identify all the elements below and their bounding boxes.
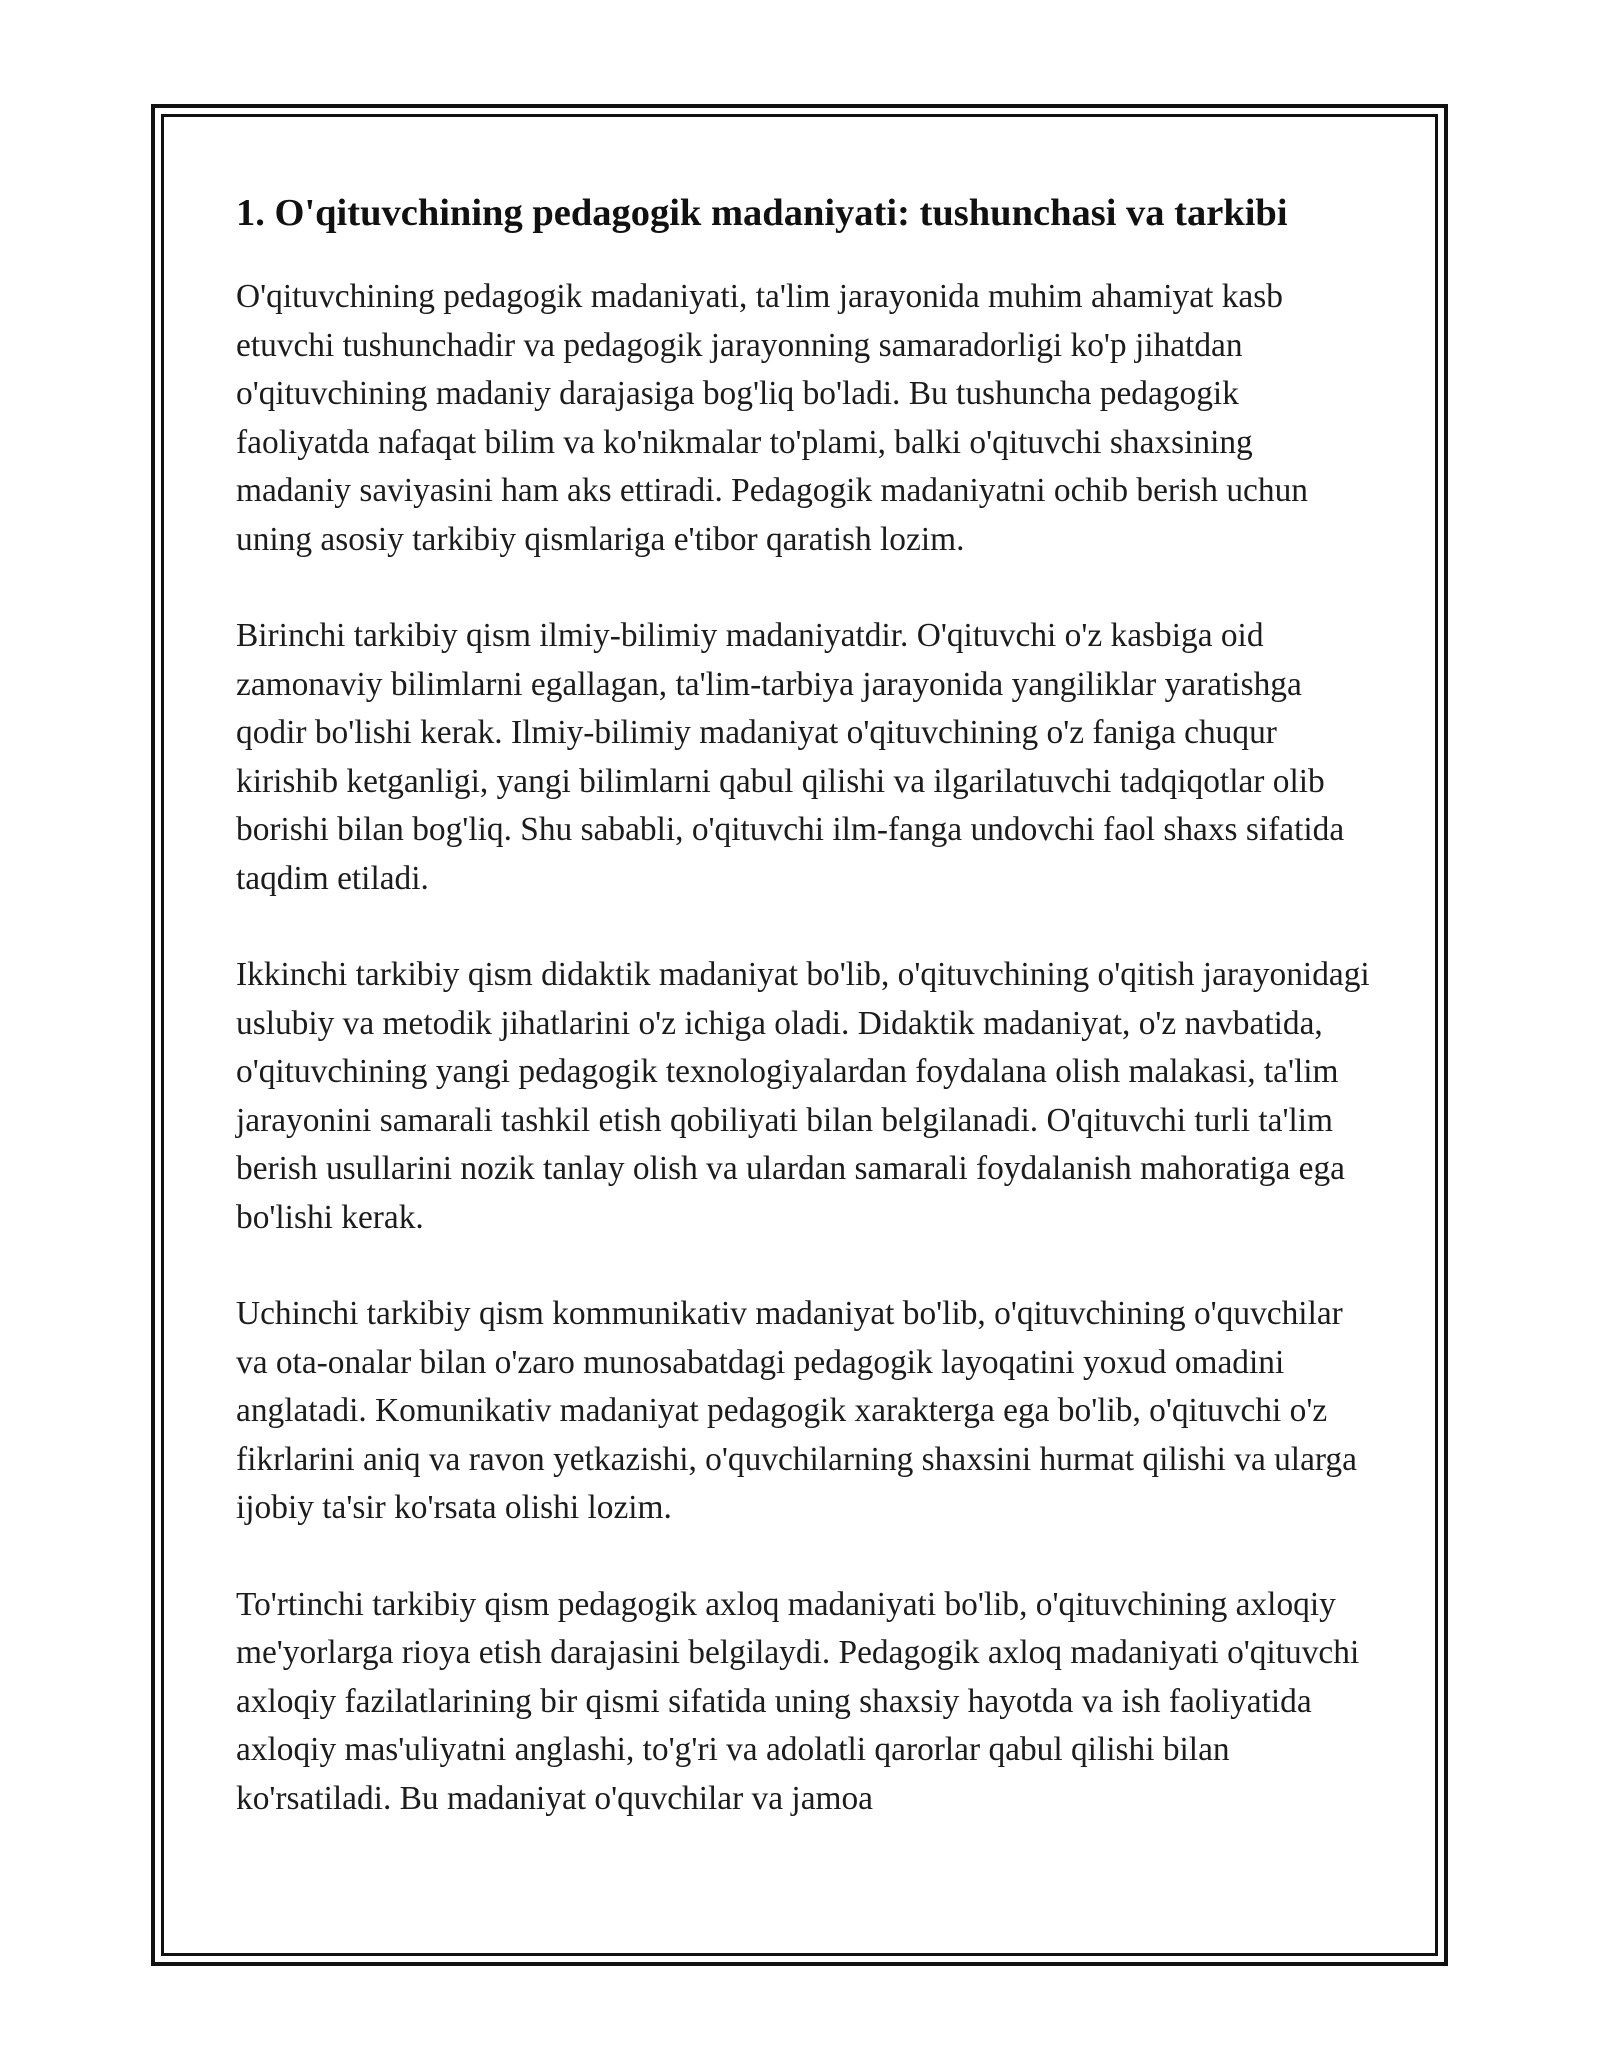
paragraph-first-component: Birinchi tarkibiy qism ilmiy-bilimiy madaniyatdir. O'qituvchi o'z kasbiga oid zamonaviy bilimlarni egallagan, ta'lim-tarbiya jarayonida yangiliklar yaratishga qodir bo'lishi kerak. Ilmiy-bilimiy madaniyat o'qituvchining o'z faniga chuqur kirishib ketganligi, yangi bilimlarni qabul qilishi va ilgarilatuvchi tadqiqotlar olib borishi bilan bog'liq. Shu sababli, o'qituvchi ilm-fanga undovchi faol shaxs sifatida taqdim etiladi. [236,617,1345,897]
paragraph-fourth-component: To'rtinchi tarkibiy qism pedagogik axloq madaniyati bo'lib, o'qituvchining axloqiy me'yorlarga rioya etish darajasini belgilaydi. Pedagogik axloq madaniyati o'qituvchi axloqiy fazilatlarining bir qismi sifatida uning shaxsiy hayotda va ish faoliyatida axloqiy mas'uliyatni anglashi, to'g'ri va adolatli qarorlar qabul qilishi bilan ko'rsatiladi. Bu madaniyat o'quvchilar va jamoa [236,1585,1360,1817]
paragraph-second-component: Ikkinchi tarkibiy qism didaktik madaniyat bo'lib, o'qituvchining o'qitish jarayonidagi uslubiy va metodik jihatlarini o'z ichiga oladi. Didaktik madaniyat, o'z navbatida, o'qituvchining yangi pedagogik texnologiyalardan foydalana olish malakasi, ta'lim jarayonini samarali tashkil etish qobiliyati bilan belgilanadi. O'qituvchi turli ta'lim berish usullarini nozik tanlay olish va ulardan samarali foydalanish mahoratiga ega bo'lishi kerak. [236,956,1370,1236]
paragraph-intro: O'qituvchining pedagogik madaniyati, ta'lim jarayonida muhim ahamiyat kasb etuvchi tushunchadir va pedagogik jarayonning samaradorligi ko'p jihatdan o'qituvchining madaniy darajasiga bog'liq bo'ladi. Bu tushuncha pedagogik faoliyatda nafaqat bilim va ko'nikmalar to'plami, balki o'qituvchi shaxsining madaniy saviyasini ham aks ettiradi. Pedagogik madaniyatni ochib berish uchun uning asosiy tarkibiy qismlariga e'tibor qaratish lozim. [236,278,1308,558]
section-title: 1. O'qituvchining pedagogik madaniyati: tushunchasi va tarkibi [236,192,1288,234]
paragraph-third-component: Uchinchi tarkibiy qism kommunikativ madaniyat bo'lib, o'qituvchining o'quvchilar va ota-onalar bilan o'zaro munosabatdagi pedagogik layoqatini yoxud omadini anglatadi. Komunikativ madaniyat pedagogik xarakterga ega bo'lib, o'qituvchi o'z fikrlarini aniq va ravon yetkazishi, o'quvchilarning shaxsini hurmat qilishi va ularga ijobiy ta'sir ko'rsata olishi lozim. [236,1295,1357,1526]
document-body [236,186,1376,1871]
